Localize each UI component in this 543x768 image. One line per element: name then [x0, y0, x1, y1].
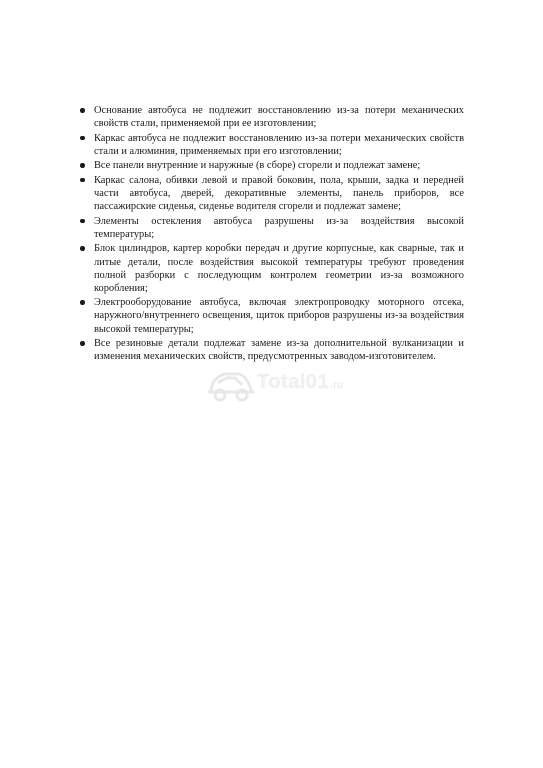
list-item — [76, 132, 464, 158]
bullet-icon — [80, 246, 85, 251]
bullet-icon — [80, 108, 85, 113]
list-item — [76, 242, 464, 294]
car-icon — [205, 362, 257, 410]
list-item-text: Элементы остекления автобуса разрушены из-за воздействия высокой температуры; — [94, 215, 464, 240]
watermark — [205, 362, 375, 410]
bullet-icon — [80, 136, 85, 141]
bullet-icon — [80, 178, 85, 183]
list-item-text: Блок цилиндров, картер коробки передач и другие корпусные, как сварные, так и литые детали, после воздействия высокой температуры требуют проведения полной разборки с последующим контролем геометрии из-за возможного коробления; — [94, 243, 464, 294]
list-item — [76, 159, 464, 172]
list-item — [76, 296, 464, 335]
bullet-icon — [80, 341, 85, 346]
watermark-brand: Total01 — [257, 371, 330, 393]
bullet-icon — [80, 300, 85, 305]
bullet-icon — [80, 219, 85, 224]
damage-list — [76, 104, 464, 365]
list-item-text: Основание автобуса не подлежит восстановлению из-за потери механических свойств стали, применяемой при ее изготовлении; — [94, 105, 464, 130]
list-item-text: Все резиновые детали подлежат замене из-за дополнительной вулканизации и изменения механических свойств, предусмотренных заводом-изготовителем. — [94, 338, 464, 363]
bullet-icon — [80, 163, 85, 168]
list-item-text: Каркас автобуса не подлежит восстановлению из-за потери механических свойств стали и алюминия, применяемых при его изготовлении; — [94, 132, 464, 157]
list-item — [76, 337, 464, 363]
list-item-text: Все панели внутренние и наружные (в сборе) сгорели и подлежат замене; — [94, 160, 421, 172]
watermark-tld: .ru — [330, 380, 344, 391]
list-item — [76, 215, 464, 241]
list-item — [76, 104, 464, 130]
watermark-text — [257, 371, 343, 394]
list-item-text: Электрооборудование автобуса, включая электропроводку моторного отсека, наружного/внутреннего освещения, щиток приборов разрушены из-за воздействия высокой температуры; — [94, 297, 464, 335]
list-item — [76, 174, 464, 213]
list-item-text: Каркас салона, обивки левой и правой боковин, пола, крыши, задка и передней части автобуса, дверей, декоративные элементы, панель приборов, все пассажирские сиденья, сиденье водителя сгорели и подлежат замене; — [94, 174, 464, 213]
